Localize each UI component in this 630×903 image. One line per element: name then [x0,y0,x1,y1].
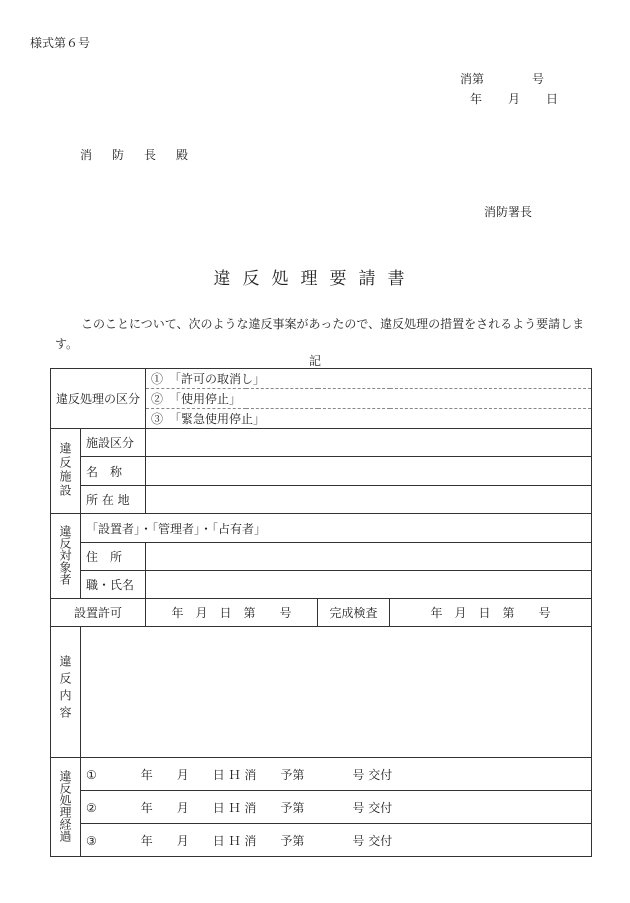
violator-label-cell [51,514,81,599]
history-row-text: 年 月 日 Ｈ 消 予第 号 交付 [140,800,393,815]
history-row-text: 年 月 日 Ｈ 消 予第 号 交付 [140,833,393,848]
doc-number-prefix: 消第 [460,72,485,86]
violator-row-label: 住 所 [81,543,146,571]
history-row [81,791,592,824]
facility-type-value [146,429,592,457]
ki-marker: 記 [308,354,321,368]
intro-text: このことについて、次のような違反事案があったので、違反処理の措置をされるよう要請します。 [55,317,585,351]
form-number: 様式第６号 [30,36,91,50]
history-row-number: ③ [86,833,97,848]
facility-label: 違反施設 [58,441,72,498]
violator-address-value [146,543,592,571]
facility-row-label: 所 在 地 [81,486,146,514]
inspection-date: 年 月 日 第 号 [390,599,592,627]
permit-date: 年 月 日 第 号 [146,599,318,627]
history-row-text: 年 月 日 Ｈ 消 予第 号 交付 [140,767,393,782]
violator-label: 違反対象者 [58,524,72,585]
date-year: 年 [470,92,483,106]
inspection-label: 完成検査 [318,599,390,627]
category-option: ① 「許可の取消し」 [146,369,592,389]
sender: 消防署長 [484,205,533,219]
history-label-cell [51,758,81,857]
content-label: 違反内容 [58,655,72,723]
facility-name-value [146,457,592,486]
document-number [460,70,544,87]
content-label-cell [51,627,81,758]
history-row-number: ② [86,800,97,815]
date-month: 月 [508,92,521,106]
permit-label: 設置許可 [51,599,146,627]
history-row [81,758,592,791]
violator-types: 「設置者」・「管理者」・「占有者」 [81,514,592,543]
history-row-number: ① [86,767,97,782]
facility-row-label: 名 称 [81,457,146,486]
history-row [81,824,592,857]
document-date [470,90,558,107]
date-day: 日 [546,92,559,106]
violator-name-value [146,571,592,599]
category-option: ② 「使用停止」 [146,389,592,409]
facility-address-value [146,486,592,514]
content-value [81,627,592,758]
violator-row-label: 職・氏名 [81,571,146,599]
category-option: ③ 「緊急使用停止」 [146,409,592,429]
doc-number-suffix: 号 [532,72,545,86]
facility-row-label: 施設区分 [81,429,146,457]
request-form-table [50,368,592,857]
history-label: 違反処理経過 [58,769,72,842]
document-title: 違反処理要請書 [213,269,417,289]
facility-label-cell [51,429,81,514]
category-label: 違反処理の区分 [51,369,146,429]
addressee: 消防長殿 [80,148,209,162]
